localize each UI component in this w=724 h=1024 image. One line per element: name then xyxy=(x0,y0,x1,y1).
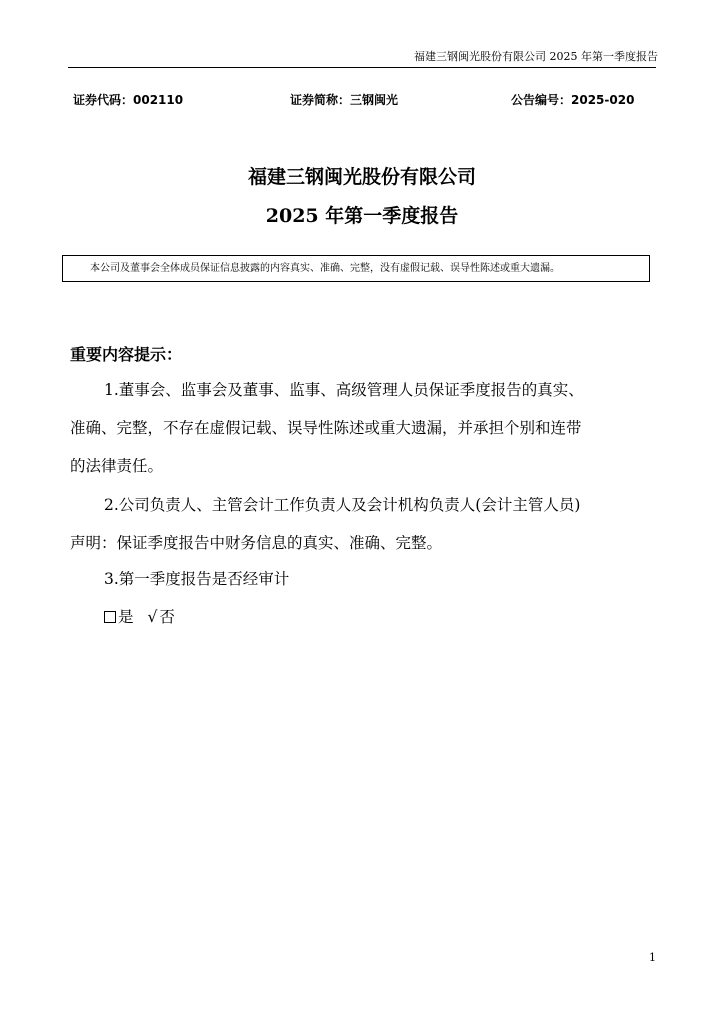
audit-yes-label: 是 xyxy=(118,608,134,626)
note-1-line-2: 准确、完整，不存在虚假记载、误导性陈述或重大遗漏，并承担个别和连带 xyxy=(70,419,582,437)
note-1-line-1: 1.董事会、监事会及董事、监事、高级管理人员保证季度报告的真实、 xyxy=(104,381,584,399)
declaration-box xyxy=(62,255,650,282)
declaration-text: 本公司及董事会全体成员保证信息披露的内容真实、准确、完整，没有虚假记载、误导性陈述或重大遗漏。 xyxy=(90,263,560,274)
page-number: 1 xyxy=(649,951,656,964)
report-title: 2025 年第一季度报告 xyxy=(265,205,459,227)
header-rule xyxy=(68,67,656,68)
note-3-audit-question: 3.第一季度报告是否经审计 xyxy=(104,570,290,588)
running-header: 福建三钢闽光股份有限公司 2025 年第一季度报告 xyxy=(414,50,658,63)
note-2-line-2: 声明：保证季度报告中财务信息的真实、准确、完整。 xyxy=(70,534,443,552)
note-2-line-1: 2.公司负责人、主管会计工作负责人及会计机构负责人(会计主管人员) xyxy=(104,496,581,514)
company-name: 福建三钢闽光股份有限公司 xyxy=(247,166,476,188)
notice-number: 公告编号：2025-020 xyxy=(511,93,635,107)
note-1-line-3: 的法律责任。 xyxy=(70,457,164,475)
security-abbreviation: 证券简称：三钢闽光 xyxy=(290,93,399,107)
audit-options xyxy=(104,607,175,627)
audit-no-label: 否 xyxy=(159,608,175,626)
audit-yes-checkbox xyxy=(104,611,116,623)
audit-no-tick-icon: √ xyxy=(147,608,158,626)
security-code: 证券代码：002110 xyxy=(73,93,184,107)
important-notes-heading: 重要内容提示： xyxy=(70,345,183,364)
